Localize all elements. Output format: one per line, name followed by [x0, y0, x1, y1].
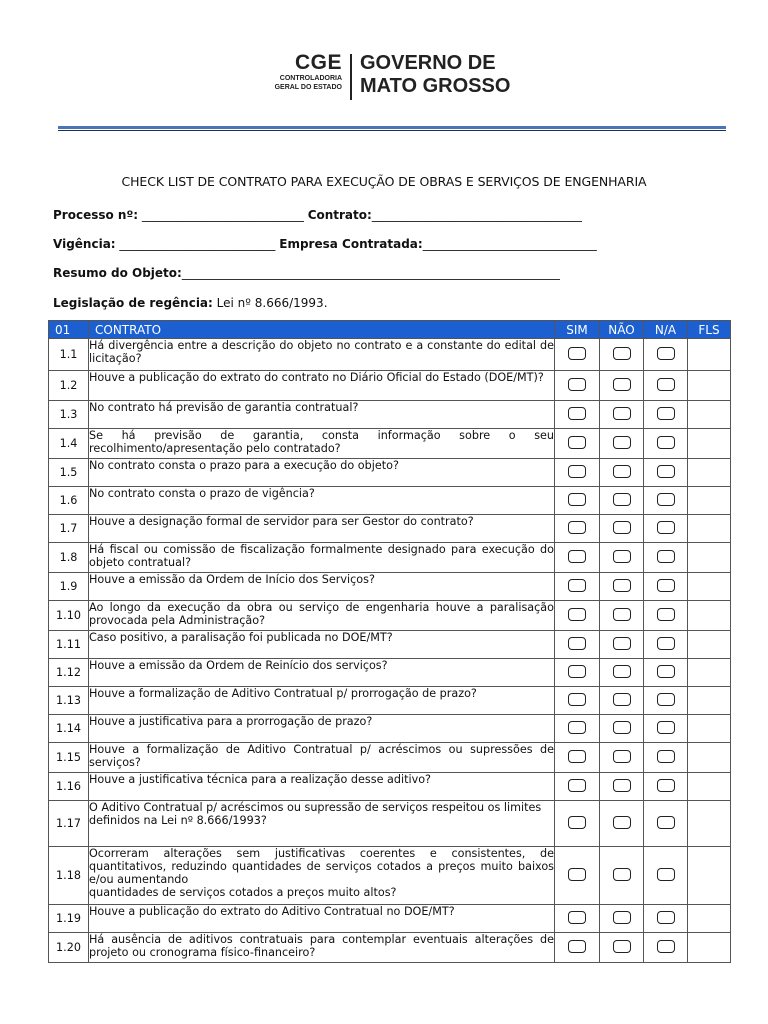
row-number: 1.19 [49, 905, 89, 933]
checkbox-sim[interactable] [568, 550, 586, 563]
cell-na [644, 515, 688, 543]
section-number: 01 [49, 321, 89, 339]
resumo-label: Resumo do Objeto: [53, 266, 182, 280]
fls-cell[interactable] [688, 715, 731, 743]
table-row [49, 401, 731, 429]
cell-nao [600, 543, 644, 573]
cell-sim [555, 905, 600, 933]
checkbox-nao[interactable] [613, 493, 631, 506]
question-text: Houve a designação formal de servidor para ser Gestor do contrato? [89, 515, 555, 543]
fls-cell[interactable] [688, 933, 731, 963]
government-logo-text [352, 52, 510, 98]
cell-sim [555, 487, 600, 515]
checkbox-sim[interactable] [568, 407, 586, 420]
question-text: Caso positivo, a paralisação foi publicada no DOE/MT? [89, 631, 555, 659]
fls-cell[interactable] [688, 459, 731, 487]
cell-na [644, 773, 688, 801]
question-text: Houve a emissão da Ordem de Início dos Serviços? [89, 573, 555, 601]
cell-sim [555, 601, 600, 631]
contrato-label: Contrato: [307, 208, 372, 222]
checkbox-nao[interactable] [613, 608, 631, 621]
cell-na [644, 429, 688, 459]
checklist-table [48, 320, 731, 963]
checkbox-nao[interactable] [613, 665, 631, 678]
row-number: 1.9 [49, 573, 89, 601]
section-title: CONTRATO [89, 321, 555, 339]
cell-nao [600, 515, 644, 543]
checkbox-sim[interactable] [568, 436, 586, 449]
question-text: Há fiscal ou comissão de fiscalização formalmente designado para execução do objeto contratual? [89, 543, 555, 573]
resumo-line [53, 266, 560, 280]
question-text: Houve a justificativa técnica para a realização desse aditivo? [89, 773, 555, 801]
checkbox-nao[interactable] [613, 407, 631, 420]
fls-cell[interactable] [688, 487, 731, 515]
cell-na [644, 401, 688, 429]
vigencia-label: Vigência: [53, 237, 116, 251]
cge-subtitle-line1: CONTROLADORIA [279, 75, 342, 82]
table-row [49, 429, 731, 459]
cell-sim [555, 933, 600, 963]
row-number: 1.16 [49, 773, 89, 801]
checkbox-nao[interactable] [613, 521, 631, 534]
checkbox-nao[interactable] [613, 550, 631, 563]
cell-nao [600, 429, 644, 459]
question-text: No contrato consta o prazo para a execução do objeto? [89, 459, 555, 487]
checkbox-sim[interactable] [568, 911, 586, 924]
row-number: 1.4 [49, 429, 89, 459]
checkbox-nao[interactable] [613, 868, 631, 881]
cell-sim [555, 515, 600, 543]
cge-acronym: CGE [294, 51, 342, 74]
checkbox-sim[interactable] [568, 665, 586, 678]
checkbox-sim[interactable] [568, 521, 586, 534]
checkbox-sim[interactable] [568, 579, 586, 592]
cell-sim [555, 801, 600, 847]
cell-nao [600, 487, 644, 515]
table-row [49, 459, 731, 487]
table-row [49, 573, 731, 601]
checkbox-nao[interactable] [613, 637, 631, 650]
checkbox-na[interactable] [657, 940, 675, 953]
fls-cell[interactable] [688, 515, 731, 543]
row-number: 1.7 [49, 515, 89, 543]
question-text: Houve a publicação do extrato do contrato no Diário Oficial do Estado (DOE/MT)? [89, 371, 555, 401]
legislacao-label: Legislação de regência: [53, 296, 213, 310]
checkbox-na[interactable] [657, 579, 675, 592]
cell-nao [600, 659, 644, 687]
checkbox-sim[interactable] [568, 868, 586, 881]
fls-cell[interactable] [688, 631, 731, 659]
checkbox-na[interactable] [657, 521, 675, 534]
cell-sim [555, 459, 600, 487]
cell-sim [555, 371, 600, 401]
empresa-label: Empresa Contratada: [279, 237, 423, 251]
checkbox-na[interactable] [657, 693, 675, 706]
cell-sim [555, 743, 600, 773]
question-text: Ao longo da execução da obra ou serviço de engenharia houve a paralisação provocada pela Administração? [89, 601, 555, 631]
row-number: 1.18 [49, 847, 89, 905]
cell-na [644, 847, 688, 905]
cell-nao [600, 371, 644, 401]
fls-cell[interactable] [688, 371, 731, 401]
question-text: Há ausência de aditivos contratuais para contemplar eventuais alterações de projeto ou cronograma físico-financeiro? [89, 933, 555, 963]
table-row [49, 847, 731, 905]
empresa-blank[interactable]: _____________________________ [422, 237, 597, 251]
vigencia-blank[interactable]: __________________________ [119, 237, 276, 251]
question-text: Se há previsão de garantia, consta informação sobre o seu recolhimento/apresentação pelo contratado? [89, 429, 555, 459]
question-text: Houve a justificativa para a prorrogação de prazo? [89, 715, 555, 743]
gov-line1: GOVERNO DE [360, 52, 496, 74]
checkbox-sim[interactable] [568, 693, 586, 706]
cell-nao [600, 847, 644, 905]
cell-nao [600, 933, 644, 963]
checkbox-sim[interactable] [568, 750, 586, 763]
checkbox-na[interactable] [657, 436, 675, 449]
cell-sim [555, 631, 600, 659]
checkbox-sim[interactable] [568, 816, 586, 829]
checkbox-na[interactable] [657, 493, 675, 506]
cell-nao [600, 459, 644, 487]
cell-nao [600, 905, 644, 933]
cell-nao [600, 631, 644, 659]
checkbox-sim[interactable] [568, 779, 586, 792]
question-text: No contrato consta o prazo de vigência? [89, 487, 555, 515]
cell-na [644, 543, 688, 573]
checkbox-nao[interactable] [613, 940, 631, 953]
cell-nao [600, 601, 644, 631]
table-row [49, 905, 731, 933]
table-row [49, 659, 731, 687]
fls-cell[interactable] [688, 801, 731, 847]
cell-na [644, 801, 688, 847]
cell-nao [600, 401, 644, 429]
checkbox-na[interactable] [657, 347, 675, 360]
checkbox-na[interactable] [657, 465, 675, 478]
cell-sim [555, 715, 600, 743]
table-row [49, 933, 731, 963]
fls-cell[interactable] [688, 773, 731, 801]
row-number: 1.20 [49, 933, 89, 963]
cell-na [644, 487, 688, 515]
checkbox-na[interactable] [657, 665, 675, 678]
table-row [49, 801, 731, 847]
table-row [49, 543, 731, 573]
cell-sim [555, 847, 600, 905]
document-title: CHECK LIST DE CONTRATO PARA EXECUÇÃO DE OBRAS E SERVIÇOS DE ENGENHARIA [121, 174, 647, 189]
checkbox-nao[interactable] [613, 347, 631, 360]
question-text: Houve a publicação do extrato do Aditivo Contratual no DOE/MT? [89, 905, 555, 933]
cell-na [644, 339, 688, 371]
resumo-blank[interactable]: _______________________________________________________________ [181, 266, 560, 280]
legislacao-line [53, 296, 328, 310]
cell-na [644, 659, 688, 687]
checkbox-nao[interactable] [613, 579, 631, 592]
cell-nao [600, 687, 644, 715]
cell-sim [555, 401, 600, 429]
processo-label: Processo nº: [53, 208, 139, 222]
cell-nao [600, 743, 644, 773]
cell-na [644, 715, 688, 743]
table-row [49, 487, 731, 515]
fls-cell[interactable] [688, 905, 731, 933]
checkbox-sim[interactable] [568, 637, 586, 650]
header-rule [58, 126, 726, 129]
checkbox-nao[interactable] [613, 465, 631, 478]
fls-cell[interactable] [688, 687, 731, 715]
fls-cell[interactable] [688, 601, 731, 631]
cell-sim [555, 687, 600, 715]
legislacao-value: Lei nº 8.666/1993. [216, 296, 328, 310]
table-row [49, 339, 731, 371]
cell-na [644, 601, 688, 631]
cell-nao [600, 773, 644, 801]
cell-na [644, 687, 688, 715]
fls-cell[interactable] [688, 573, 731, 601]
question-text: No contrato há previsão de garantia contratual? [89, 401, 555, 429]
checkbox-nao[interactable] [613, 750, 631, 763]
table-row [49, 715, 731, 743]
checkbox-na[interactable] [657, 608, 675, 621]
processo-blank[interactable]: ___________________________ [141, 208, 304, 222]
checkbox-nao[interactable] [613, 779, 631, 792]
row-number: 1.6 [49, 487, 89, 515]
checkbox-na[interactable] [657, 407, 675, 420]
header-logo [262, 52, 510, 100]
row-number: 1.11 [49, 631, 89, 659]
cell-sim [555, 543, 600, 573]
table-row [49, 601, 731, 631]
cell-na [644, 631, 688, 659]
col-nao-header: NÃO [600, 321, 644, 339]
cell-sim [555, 339, 600, 371]
question-text: Houve a formalização de Aditivo Contratual p/ acréscimos ou supressões de serviços? [89, 743, 555, 773]
table-header-row [49, 321, 731, 339]
table-row [49, 687, 731, 715]
cell-nao [600, 715, 644, 743]
question-text: Houve a emissão da Ordem de Reinício dos serviços? [89, 659, 555, 687]
table-row [49, 631, 731, 659]
cell-na [644, 459, 688, 487]
checkbox-na[interactable] [657, 550, 675, 563]
checkbox-na[interactable] [657, 721, 675, 734]
row-number: 1.17 [49, 801, 89, 847]
checkbox-nao[interactable] [613, 436, 631, 449]
row-number: 1.12 [49, 659, 89, 687]
checkbox-nao[interactable] [613, 911, 631, 924]
checkbox-sim[interactable] [568, 378, 586, 391]
checkbox-nao[interactable] [613, 693, 631, 706]
fls-cell[interactable] [688, 401, 731, 429]
checkbox-nao[interactable] [613, 816, 631, 829]
cell-na [644, 573, 688, 601]
row-number: 1.1 [49, 339, 89, 371]
cell-nao [600, 339, 644, 371]
fls-cell[interactable] [688, 339, 731, 371]
row-number: 1.13 [49, 687, 89, 715]
checkbox-nao[interactable] [613, 721, 631, 734]
col-sim-header: SIM [555, 321, 600, 339]
col-fls-header: FLS [688, 321, 731, 339]
checkbox-sim[interactable] [568, 940, 586, 953]
cell-na [644, 905, 688, 933]
checkbox-na[interactable] [657, 868, 675, 881]
cell-na [644, 371, 688, 401]
checkbox-na[interactable] [657, 779, 675, 792]
cge-subtitle-line2: GERAL DO ESTADO [274, 84, 342, 91]
fls-cell[interactable] [688, 659, 731, 687]
processo-contrato-line [53, 208, 582, 222]
table-row [49, 515, 731, 543]
checkbox-na[interactable] [657, 750, 675, 763]
checkbox-sim[interactable] [568, 493, 586, 506]
row-number: 1.14 [49, 715, 89, 743]
checkbox-na[interactable] [657, 911, 675, 924]
cell-nao [600, 801, 644, 847]
cge-logo [262, 52, 350, 92]
table-row [49, 743, 731, 773]
cell-nao [600, 573, 644, 601]
cell-sim [555, 659, 600, 687]
checkbox-sim[interactable] [568, 347, 586, 360]
fls-cell[interactable] [688, 847, 731, 905]
checkbox-na[interactable] [657, 378, 675, 391]
question-text: Ocorreram alterações sem justificativas coerentes e consistentes, de quantitativos, reduzindo quantidades de serviços cotados a preços muito baixos e/ou aumentando quantidades de serviços cotados a preços muito altos? [89, 847, 555, 905]
checkbox-na[interactable] [657, 637, 675, 650]
cell-na [644, 743, 688, 773]
fls-cell[interactable] [688, 743, 731, 773]
fls-cell[interactable] [688, 429, 731, 459]
cell-sim [555, 429, 600, 459]
vigencia-empresa-line [53, 237, 597, 251]
col-na-header: N/A [644, 321, 688, 339]
checkbox-sim[interactable] [568, 721, 586, 734]
table-row [49, 371, 731, 401]
row-number: 1.3 [49, 401, 89, 429]
cell-sim [555, 773, 600, 801]
cell-sim [555, 573, 600, 601]
checkbox-nao[interactable] [613, 378, 631, 391]
row-number: 1.8 [49, 543, 89, 573]
row-number: 1.10 [49, 601, 89, 631]
checkbox-sim[interactable] [568, 465, 586, 478]
gov-line2: MATO GROSSO [360, 75, 511, 97]
row-number: 1.2 [49, 371, 89, 401]
cell-na [644, 933, 688, 963]
fls-cell[interactable] [688, 543, 731, 573]
question-text: Há divergência entre a descrição do objeto no contrato e a constante do edital de licitação? [89, 339, 555, 371]
question-text: Houve a formalização de Aditivo Contratual p/ prorrogação de prazo? [89, 687, 555, 715]
header-rule-shadow [58, 130, 726, 131]
table-row [49, 773, 731, 801]
checkbox-na[interactable] [657, 816, 675, 829]
question-text: O Aditivo Contratual p/ acréscimos ou supressão de serviços respeitou os limites definidos na Lei nº 8.666/1993? [89, 801, 555, 847]
checkbox-sim[interactable] [568, 608, 586, 621]
contrato-blank[interactable]: ___________________________________ [371, 208, 582, 222]
row-number: 1.15 [49, 743, 89, 773]
row-number: 1.5 [49, 459, 89, 487]
